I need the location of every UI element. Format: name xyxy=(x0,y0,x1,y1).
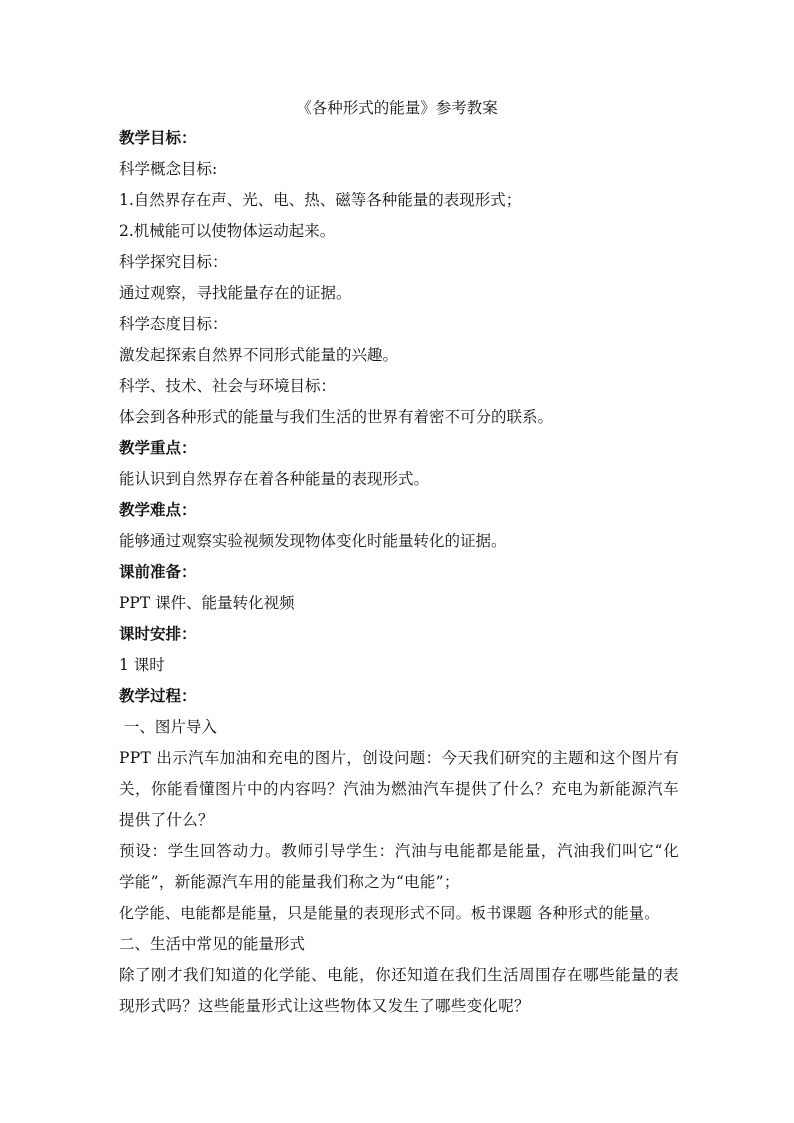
document-title: 《各种形式的能量》参考教案 xyxy=(296,99,498,117)
process-heading: 教学过程： xyxy=(119,687,197,705)
attitude-heading: 科学态度目标： xyxy=(119,315,228,333)
sts-text: 体会到各种形式的能量与我们生活的世界有着密不可分的联系。 xyxy=(119,408,554,426)
section-2-paragraph: 除了刚才我们知道的化学能、电能，你还知道在我们生活周围存在哪些能量的表现形式吗？这些能量形式让这些物体又发生了哪些变化呢？ xyxy=(119,966,679,1015)
schedule-heading: 课时安排： xyxy=(119,625,197,643)
preset-paragraph: 预设：学生回答动力。教师引导学生：汽油与电能都是能量，汽油我们叫它“化学能”，新能源汽车用的能量我们称之为“电能”； xyxy=(119,842,679,891)
objectives-heading: 教学目标： xyxy=(119,129,197,147)
section-1-paragraph: PPT 出示汽车加油和充电的图片，创设问题：今天我们研究的主题和这个图片有关，你能看懂图片中的内容吗？汽油为燃油汽车提供了什么？充电为新能源汽车提供了什么？ xyxy=(119,749,679,829)
keypoint-heading: 教学重点： xyxy=(119,439,197,457)
keypoint-text: 能认识到自然界存在着各种能量的表现形式。 xyxy=(119,470,430,488)
section-1-heading: 一、图片导入 xyxy=(119,718,217,736)
prep-heading: 课前准备： xyxy=(119,563,197,581)
schedule-text: 1 课时 xyxy=(119,656,165,674)
inquiry-heading: 科学探究目标： xyxy=(119,253,228,271)
inquiry-text: 通过观察，寻找能量存在的证据。 xyxy=(119,284,352,302)
attitude-text: 激发起探索自然界不同形式能量的兴趣。 xyxy=(119,346,399,364)
summary-paragraph: 化学能、电能都是能量，只是能量的表现形式不同。板书课题 各种形式的能量。 xyxy=(119,904,660,922)
difficulty-heading: 教学难点： xyxy=(119,501,197,519)
sts-heading: 科学、技术、社会与环境目标： xyxy=(119,377,337,395)
concept-item-2: 2.机械能可以使物体运动起来。 xyxy=(119,222,336,240)
prep-text: PPT 课件、能量转化视频 xyxy=(119,594,295,612)
difficulty-text: 能够通过观察实验视频发现物体变化时能量转化的证据。 xyxy=(119,532,507,550)
science-concept-heading: 科学概念目标: xyxy=(119,160,218,178)
concept-item-1: 1.自然界存在声、光、电、热、磁等各种能量的表现形式； xyxy=(119,191,522,209)
section-2-heading: 二、生活中常见的能量形式 xyxy=(119,935,306,953)
